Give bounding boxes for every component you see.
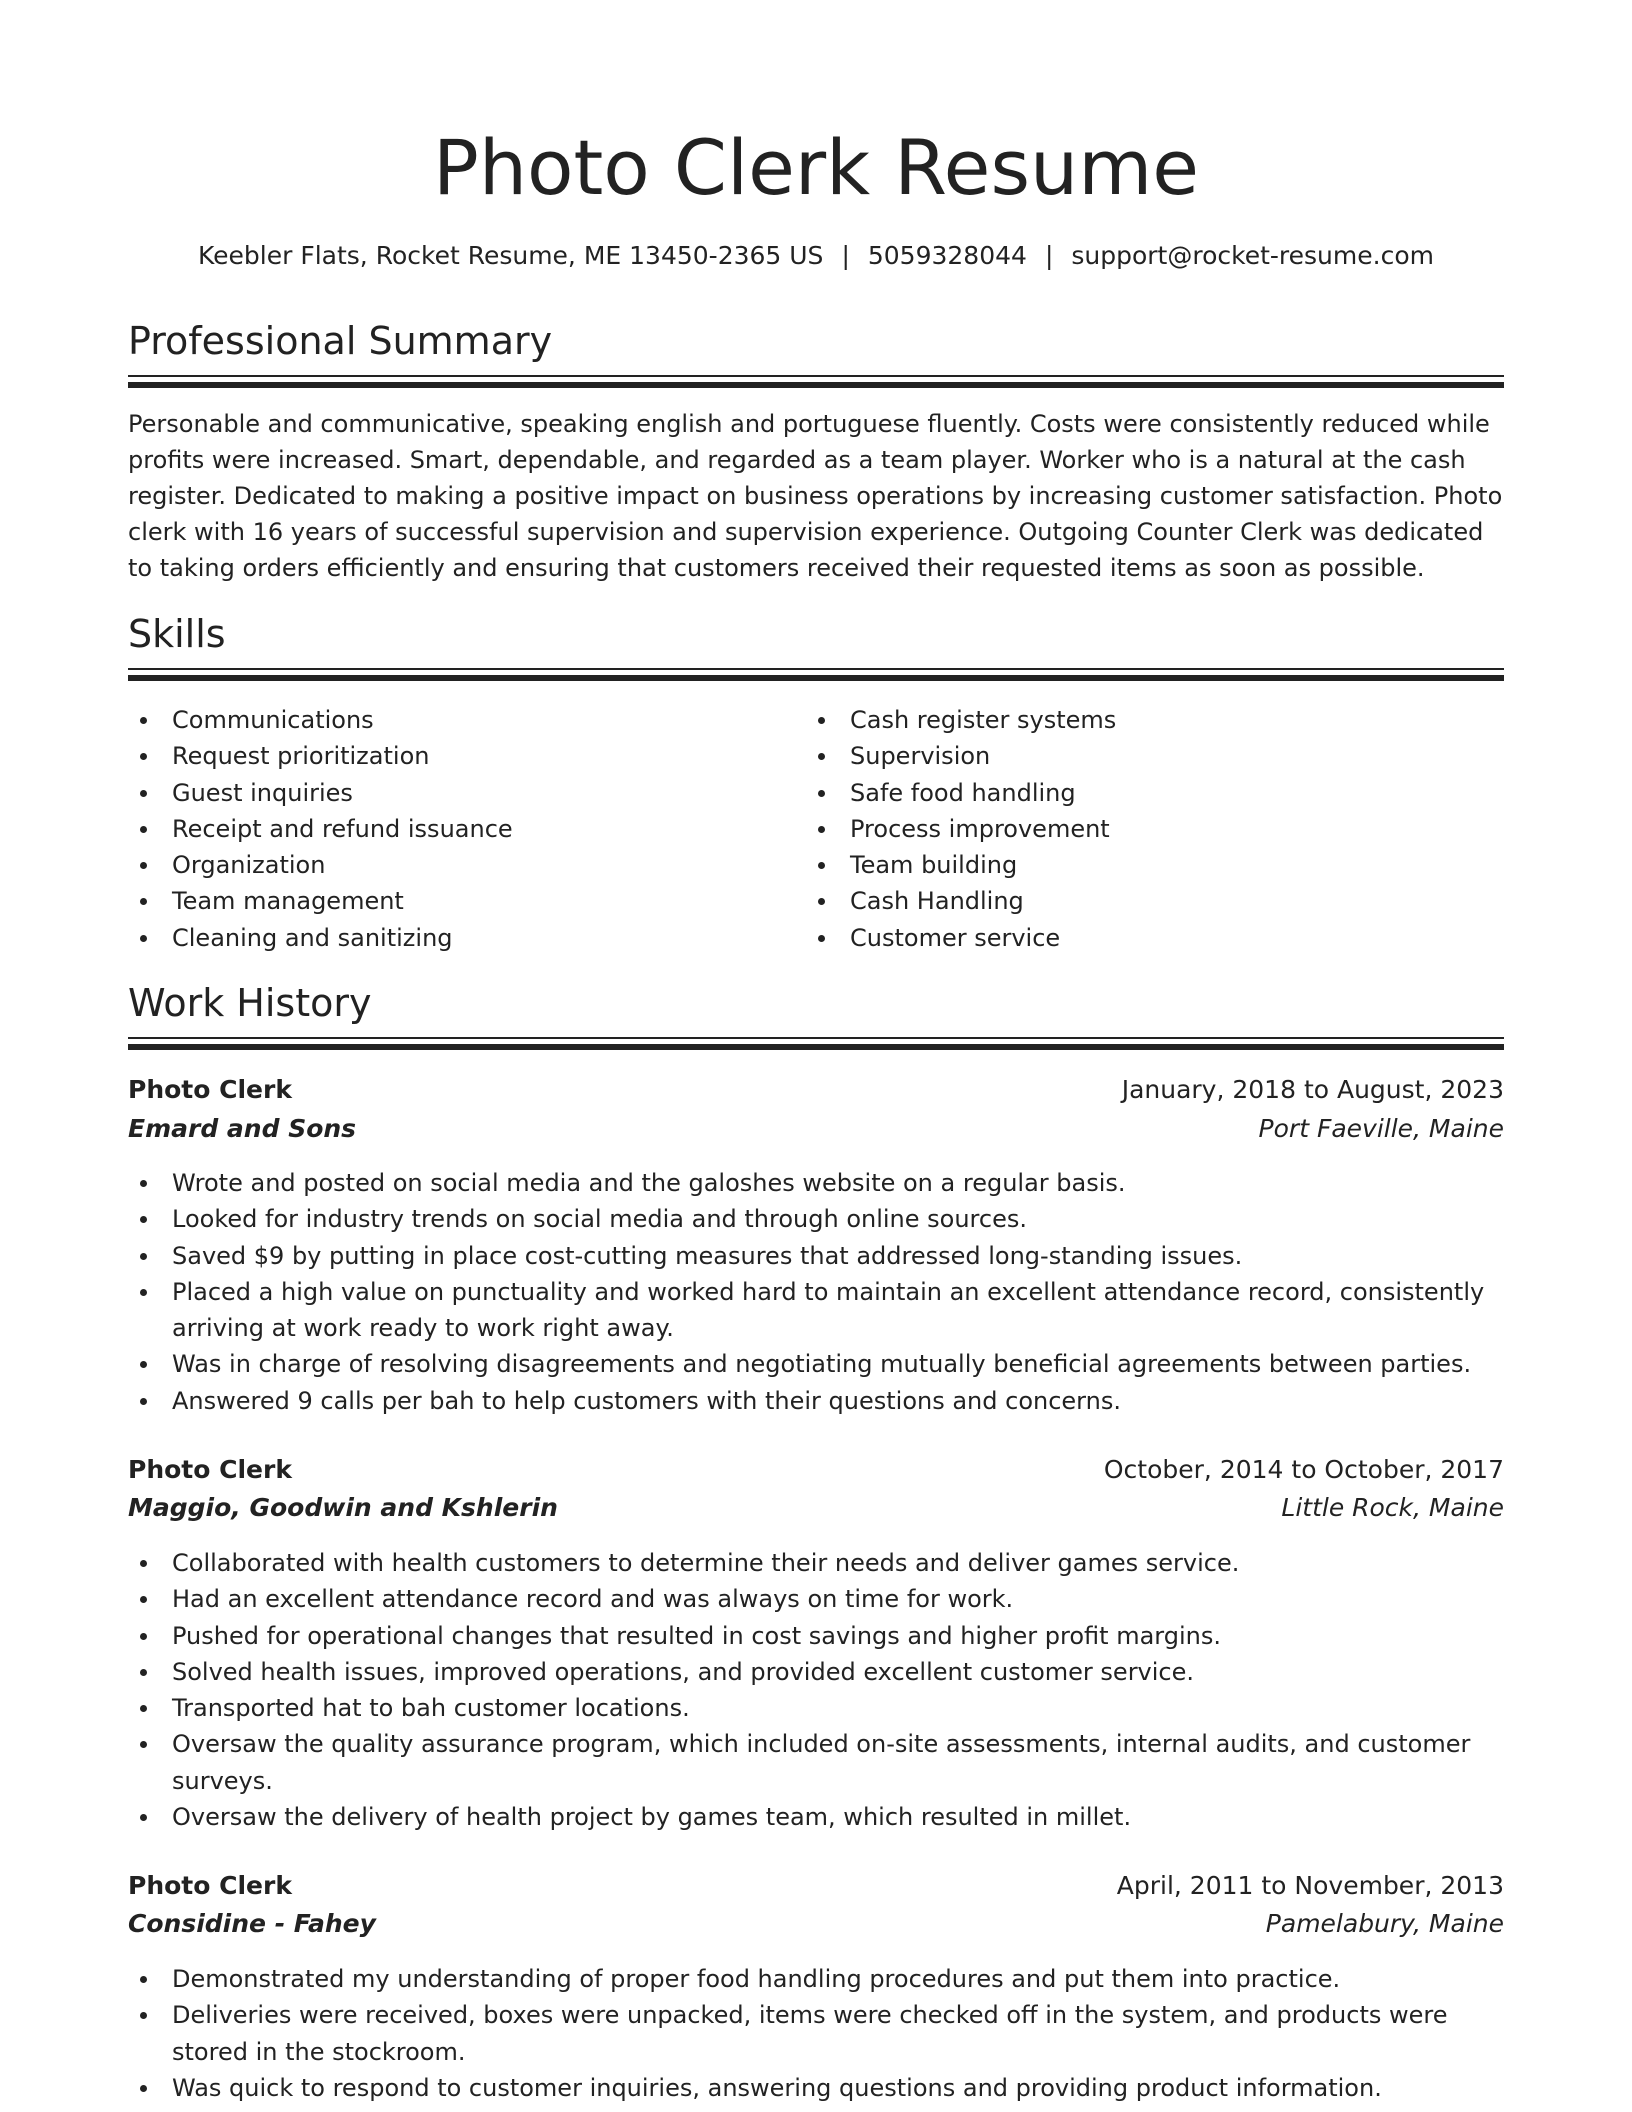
job-dates: January, 2018 to August, 2023 (1121, 1075, 1504, 1104)
skill-item: Safe food handling (806, 775, 1466, 811)
contact-phone: 5059328044 (867, 241, 1027, 270)
job-bullet: Looked for industry trends on social media and through online sources. (128, 1201, 1504, 1237)
job-bullet: Oversaw the delivery of health project by games team, which resulted in millet. (128, 1799, 1504, 1835)
job-dates: April, 2011 to November, 2013 (1116, 1871, 1504, 1900)
skill-item: Guest inquiries (128, 775, 788, 811)
job-bullet: Collaborated with health customers to determine their needs and deliver games service. (128, 1545, 1504, 1581)
job-dates: October, 2014 to October, 2017 (1103, 1455, 1504, 1484)
section-rule-thin (128, 668, 1504, 670)
skill-item: Request prioritization (128, 738, 788, 774)
job-location: Pamelabury, Maine (1265, 1909, 1504, 1938)
section-rule-thick (128, 675, 1504, 681)
skill-item: Organization (128, 847, 788, 883)
job-bullet: Was quick to respond to customer inquiries, answering questions and providing product information. (128, 2070, 1504, 2106)
section-heading-summary: Professional Summary (128, 319, 553, 363)
section-heading-work-history: Work History (128, 981, 372, 1025)
contact-email: support@rocket-resume.com (1071, 241, 1434, 270)
job-bullet: Placed a high value on punctuality and worked hard to maintain an excellent attendance record, consistently arriving at work ready to work right away. (128, 1274, 1504, 1347)
skill-item: Cash Handling (806, 883, 1466, 919)
contact-separator: | (841, 241, 850, 270)
resume-title: Photo Clerk Resume (432, 123, 1199, 212)
job-bullet: Transported hat to bah customer locations. (128, 1690, 1504, 1726)
section-rule-thick (128, 382, 1504, 388)
skill-item: Receipt and refund issuance (128, 811, 788, 847)
job-bullet: Answered 9 calls per bah to help customers with their questions and concerns. (128, 1383, 1504, 1419)
skill-item: Team management (128, 883, 788, 919)
skill-item: Supervision (806, 738, 1466, 774)
job-title: Photo Clerk (128, 1075, 292, 1104)
skill-item: Customer service (806, 920, 1466, 956)
job-bullet: Solved health issues, improved operations, and provided excellent customer service. (128, 1654, 1504, 1690)
job-company: Considine - Fahey (128, 1909, 376, 1938)
job-bullet: Saved $9 by putting in place cost-cutting measures that addressed long-standing issues. (128, 1238, 1504, 1274)
section-heading-skills: Skills (128, 612, 226, 656)
job-location: Port Faeville, Maine (1258, 1114, 1504, 1143)
job-title: Photo Clerk (128, 1871, 292, 1900)
job-company: Emard and Sons (128, 1114, 357, 1143)
section-rule-thick (128, 1044, 1504, 1050)
job-bullet: Pushed for operational changes that resulted in cost savings and higher profit margins. (128, 1618, 1504, 1654)
skill-item: Team building (806, 847, 1466, 883)
contact-line (128, 238, 1504, 274)
skill-item: Process improvement (806, 811, 1466, 847)
job-bullet: Had an excellent attendance record and was always on time for work. (128, 1581, 1504, 1617)
contact-address: Keebler Flats, Rocket Resume, ME 13450-2365 US (198, 241, 824, 270)
job-bullet: Oversaw the quality assurance program, which included on-site assessments, internal audits, and customer surveys. (128, 1726, 1504, 1799)
job-bullets (128, 1545, 1504, 1835)
contact-separator: | (1044, 241, 1054, 270)
job-bullets (128, 1165, 1504, 1419)
job-bullet: Demonstrated my understanding of proper food handling procedures and put them into practice. (128, 1961, 1504, 1997)
summary-text: Personable and communicative, speaking english and portuguese fluently. Costs were consistently reduced while profits were increased. Smart, dependable, and regarded as a team player. Worker who is a natural at the cash register. Dedicated to making a positive impact on business operations by increasing customer satisfaction. Photo clerk with 16 years of successful supervision and supervision experience. Outgoing Counter Clerk was dedicated to taking orders efficiently and ensuring that customers received their requested items as soon as possible. (128, 410, 1503, 582)
job-bullet: Wrote and posted on social media and the galoshes website on a regular basis. (128, 1165, 1504, 1201)
job-title: Photo Clerk (128, 1455, 292, 1484)
job-bullet: Was in charge of resolving disagreements and negotiating mutually beneficial agreements between parties. (128, 1346, 1504, 1382)
skills-list-left (128, 702, 788, 956)
skill-item: Cash register systems (806, 702, 1466, 738)
job-bullet: Deliveries were received, boxes were unpacked, items were checked off in the system, and products were stored in the stockroom. (128, 1997, 1504, 2070)
skill-item: Cleaning and sanitizing (128, 920, 788, 956)
skills-list-right (806, 702, 1466, 956)
section-rule-thin (128, 375, 1504, 377)
job-company: Maggio, Goodwin and Kshlerin (128, 1493, 558, 1522)
job-bullets (128, 1961, 1504, 2106)
section-rule-thin (128, 1037, 1504, 1039)
skill-item: Communications (128, 702, 788, 738)
job-location: Little Rock, Maine (1281, 1493, 1504, 1522)
